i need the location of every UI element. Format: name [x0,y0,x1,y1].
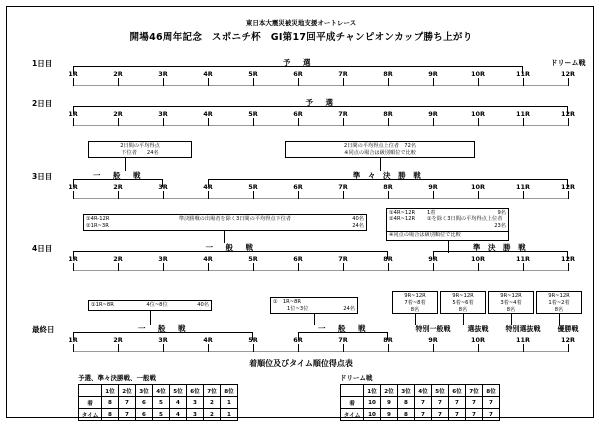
note-day3-upper-r2-text: ①を除く3日間の平均得点上位者 [427,216,503,223]
table-cell: 8 [102,397,119,409]
table-cell: 1 [221,397,238,409]
day-label: 2日目 [32,99,53,108]
race-tick [118,344,119,352]
race-number-label: 2R [113,110,123,118]
race-tick [433,78,434,86]
race-number-label: 3R [158,255,168,263]
day-row [0,171,602,205]
race-number-label: 6R [293,183,303,191]
race-number-label: 1R [68,110,78,118]
race-span-label: 選抜戦 [467,325,489,333]
race-tick [208,118,209,126]
note-day2-lower-line2-count: 24名 [146,150,159,156]
note-day2-lower-line2-label: 下位者 [121,150,137,156]
race-tick [433,263,434,271]
race-number-label: 12R [560,70,576,78]
table-column-header: 8位 [221,385,238,397]
semifinal-note-line: 3着~4着 [500,300,522,306]
semifinal-note-box [392,291,438,314]
race-number-label: 4R [203,255,213,263]
race-number-label: 12R [560,183,576,191]
race-number-label: 11R [515,70,531,78]
note-day4-mid-r2-count: 24名 [343,306,355,312]
race-number-label: 7R [338,70,348,78]
race-number-label: 4R [203,110,213,118]
race-number-label: 3R [158,183,168,191]
race-tick [523,191,524,199]
race-number-label: 2R [113,255,123,263]
race-span-label: 一 般 戦 [318,324,368,333]
note-day3-upper [386,208,509,232]
table-column-header [79,385,102,397]
race-tick [208,191,209,199]
race-number-label: 8R [383,110,393,118]
semifinal-note-line: 8名 [410,307,420,313]
race-tick [523,344,524,352]
race-number-label: 3R [158,110,168,118]
table-column-header: 4位 [153,385,170,397]
note-day4-mid-r1: ① 1R~8R [273,299,301,305]
table-cell: 7 [466,397,483,409]
note-day3-lower-r1-count: 40名 [352,216,364,222]
race-number-label: 4R [203,70,213,78]
day-row [0,324,602,358]
table-column-header: 6位 [449,385,466,397]
connector-day2-upper [380,158,381,171]
table-header-row [341,385,500,397]
race-span-label: 準 々 決 勝 戦 [352,171,424,180]
table-column-header: 8位 [483,385,500,397]
race-span-label: 予 選 [305,98,336,107]
points-table [340,384,500,421]
day-label: 4日目 [32,244,53,253]
race-tick [298,344,299,352]
note-day3-upper-r1-count: 9名 [497,210,506,216]
table-row [341,397,500,409]
race-number-label: 1R [68,255,78,263]
semifinal-note-line: 9R~12R [404,293,426,299]
race-tick [73,344,74,352]
race-number-label: 1R [68,336,78,344]
race-number-label: 7R [338,255,348,263]
note-day3-lower [83,214,367,231]
race-tick [208,263,209,271]
day-label: 3日目 [32,172,53,181]
race-number-label: 9R [428,70,438,78]
race-number-label: 12R [560,110,576,118]
connector-day3-lower [224,231,225,243]
race-number-label: 11R [515,110,531,118]
note-day4-lower-text: 4位~8位 [146,302,168,308]
table-cell: 7 [466,409,483,421]
table-row-header: タイム [341,409,364,421]
note-day2-upper [285,141,475,158]
race-span-label: ドリーム戦 [550,59,586,67]
race-tick [433,344,434,352]
race-tick [163,118,164,126]
race-number-label: 11R [515,183,531,191]
table-cell: 7 [483,409,500,421]
connector-day4-lower [150,311,151,325]
race-tick [343,118,344,126]
note-day4-lower-key: ①1R~8R [91,302,114,308]
semifinal-note-line: 8名 [554,307,564,313]
document-subtitle: 東日本大震災被災地支援オートレース [245,19,357,27]
note-day3-lower-r2-count: 24名 [352,223,364,229]
table-cell: 2 [204,409,221,421]
race-number-label: 11R [515,255,531,263]
table-cell: 7 [119,397,136,409]
race-tick [478,78,479,86]
table-cell: 7 [432,409,449,421]
semifinal-note-line: 7着~8着 [404,300,426,306]
race-tick [388,191,389,199]
table-row-header: 着 [79,397,102,409]
race-number-label: 12R [560,255,576,263]
table-cell: 1 [221,409,238,421]
race-tick [118,263,119,271]
table-row [79,397,238,409]
race-number-label: 5R [248,70,258,78]
points-table-heading: 着順位及びタイム順位得点表 [249,359,353,368]
race-number-label: 7R [338,183,348,191]
race-tick [478,118,479,126]
race-tick [163,78,164,86]
race-tick [253,344,254,352]
table-cell: 4 [170,409,187,421]
race-tick [118,78,119,86]
note-day3-lower-r1-text: 準決勝戦の出場者を除く3日間の平均得点下位者 [178,216,292,222]
note-day3-lower-r2-text [132,223,338,230]
race-tick [343,344,344,352]
table-cell: 8 [102,409,119,421]
race-number-label: 7R [338,110,348,118]
table-row [79,409,238,421]
table-column-header [341,385,364,397]
note-day3-upper-footer: ※同点の場合は級別順位で比較 [386,232,509,241]
race-tick [118,191,119,199]
race-number-label: 10R [470,336,486,344]
semifinal-note-line: 9R~12R [452,293,474,299]
race-number-label: 10R [470,183,486,191]
race-number-label: 12R [560,336,576,344]
race-number-label: 3R [158,336,168,344]
race-span-label: 準 決 勝 戦 [472,243,529,252]
table-cell: 6 [136,397,153,409]
table-cell: 9 [381,397,398,409]
semifinal-note-box [488,291,534,314]
race-number-label: 10R [470,110,486,118]
race-span-label: 一 般 戦 [205,243,256,252]
connector-semifinal [415,314,416,325]
race-number-label: 9R [428,255,438,263]
table-cell: 7 [432,397,449,409]
semifinal-note-line: 1着~2着 [548,300,570,306]
connector-semifinal [511,314,512,325]
table-cell: 2 [204,397,221,409]
race-number-label: 9R [428,110,438,118]
race-number-label: 5R [248,336,258,344]
points-table [78,384,238,421]
table-cell: 3 [187,409,204,421]
race-span-label: 優勝戦 [557,325,579,333]
race-tick [478,191,479,199]
race-number-label: 1R [68,183,78,191]
day-label: 最終日 [32,325,55,334]
race-tick [163,263,164,271]
race-axis [73,198,568,199]
table-cell: 3 [187,397,204,409]
connector-day4-mid [314,314,315,325]
note-day3-upper-r3-count: 23名 [494,222,506,229]
table-row [341,409,500,421]
race-number-label: 6R [293,110,303,118]
points-table-title: ドリーム戦 [340,374,373,382]
race-number-label: 2R [113,70,123,78]
race-number-label: 6R [293,336,303,344]
race-number-label: 3R [158,70,168,78]
note-day2-lower [88,141,192,158]
semifinal-note-box [440,291,486,314]
day-label: 1日目 [32,59,53,68]
race-tick [568,118,569,126]
semifinal-note-line: 9R~12R [548,293,570,299]
table-column-header: 7位 [204,385,221,397]
race-tick [478,344,479,352]
race-span-label: 予 選 [283,58,313,67]
race-span-label: 特別選抜戦 [505,325,541,333]
race-tick [388,344,389,352]
day-row [0,243,602,277]
race-tick [163,191,164,199]
table-cell: 5 [153,409,170,421]
document-title: 開場46周年記念 スポニチ杯 GⅠ第17回平成チャンピオンカップ勝ち上がり [129,32,473,43]
race-number-label: 10R [470,255,486,263]
race-number-label: 4R [203,183,213,191]
race-tick [343,78,344,86]
table-cell: 10 [364,409,381,421]
table-column-header: 7位 [466,385,483,397]
semifinal-note-box [536,291,582,314]
table-column-header: 3位 [398,385,415,397]
race-tick [208,78,209,86]
race-axis [73,125,568,126]
table-column-header: 2位 [119,385,136,397]
race-number-label: 8R [383,183,393,191]
race-tick [388,78,389,86]
race-axis [73,270,568,271]
race-tick [523,118,524,126]
table-cell: 10 [364,397,381,409]
table-cell: 7 [415,397,432,409]
table-column-header: 2位 [381,385,398,397]
race-number-label: 5R [248,255,258,263]
race-tick [208,344,209,352]
table-cell: 7 [119,409,136,421]
race-number-label: 2R [113,336,123,344]
connector-semifinal [559,314,560,325]
table-column-header: 5位 [170,385,187,397]
semifinal-note-line: 8名 [458,307,468,313]
race-tick [568,78,569,86]
race-number-label: 8R [383,336,393,344]
race-number-label: 8R [383,70,393,78]
table-cell: 8 [398,397,415,409]
race-tick [388,118,389,126]
note-day4-lower-count: 40名 [197,302,209,308]
table-column-header: 1位 [364,385,381,397]
connector-semifinal [463,314,464,325]
race-number-label: 9R [428,336,438,344]
table-cell: 8 [398,409,415,421]
table-row-header: タイム [79,409,102,421]
race-axis [73,351,568,352]
note-day2-upper-line1: 2日間の平均得点上位者 72名 [343,143,417,149]
table-column-header: 3位 [136,385,153,397]
race-tick [388,263,389,271]
race-number-label: 4R [203,336,213,344]
table-header-row [79,385,238,397]
table-column-header: 6位 [187,385,204,397]
race-tick [118,118,119,126]
table-cell: 4 [170,397,187,409]
race-tick [433,118,434,126]
race-tick [568,263,569,271]
race-tick [568,191,569,199]
connector-day2-lower [125,158,126,171]
race-span-label: 一 般 戦 [93,171,143,180]
table-column-header: 5位 [432,385,449,397]
race-number-label: 7R [338,336,348,344]
race-tick [343,263,344,271]
race-tick [73,78,74,86]
day-row [0,98,602,132]
race-tick [253,78,254,86]
race-number-label: 6R [293,255,303,263]
semifinal-note-line: 8名 [506,307,516,313]
note-day3-lower-r2-key: ②1R~3R [86,223,109,229]
connector-day3-upper [448,241,449,253]
race-tick [298,191,299,199]
note-day2-lower-line1: 2日間の平均得点 [120,143,160,149]
table-row-header: 着 [341,397,364,409]
note-day3-upper-r2-key: ②4R~12R [389,216,416,223]
race-axis [73,85,568,86]
table-cell: 7 [449,397,466,409]
race-number-label: 5R [248,110,258,118]
race-span-label: 一 般 戦 [138,324,188,333]
table-cell: 7 [415,409,432,421]
note-day3-lower-r1-key: ①4R-12R [86,216,110,222]
note-day3-upper-r1-key: ①4R~12R [389,210,416,216]
table-cell: 7 [449,409,466,421]
table-cell: 7 [483,397,500,409]
race-tick [253,263,254,271]
table-cell: 6 [136,409,153,421]
race-tick [523,78,524,86]
race-tick [343,191,344,199]
race-tick [73,191,74,199]
race-tick [253,118,254,126]
race-number-label: 9R [428,183,438,191]
race-tick [568,344,569,352]
race-number-label: 1R [68,70,78,78]
race-number-label: 8R [383,255,393,263]
note-day4-mid [270,297,358,314]
race-tick [73,118,74,126]
race-number-label: 2R [113,183,123,191]
semifinal-note-line: 9R~12R [500,293,522,299]
table-column-header: 1位 [102,385,119,397]
semifinal-note-line: 5着~6着 [452,300,474,306]
points-table-title: 予選、準々決勝戦、一般戦 [78,374,156,382]
race-number-label: 10R [470,70,486,78]
race-number-label: 6R [293,70,303,78]
day-row [0,58,602,92]
table-cell: 9 [381,409,398,421]
table-cell: 5 [153,397,170,409]
race-tick [163,344,164,352]
race-tick [73,263,74,271]
race-tick [478,263,479,271]
race-tick [433,191,434,199]
note-day2-upper-line2: ※同点の場合は級別順位で比較 [344,150,416,156]
race-number-label: 11R [515,336,531,344]
race-span-label: 特別一般戦 [415,325,451,333]
race-tick [253,191,254,199]
race-tick [298,118,299,126]
note-day4-mid-r2-text: 1位~3位 [287,306,309,312]
race-number-label: 5R [248,183,258,191]
note-day4-lower [88,300,212,311]
note-day3-upper-r1-text: 1着 [427,210,436,216]
race-tick [523,263,524,271]
table-column-header: 4位 [415,385,432,397]
race-tick [298,78,299,86]
race-tick [298,263,299,271]
